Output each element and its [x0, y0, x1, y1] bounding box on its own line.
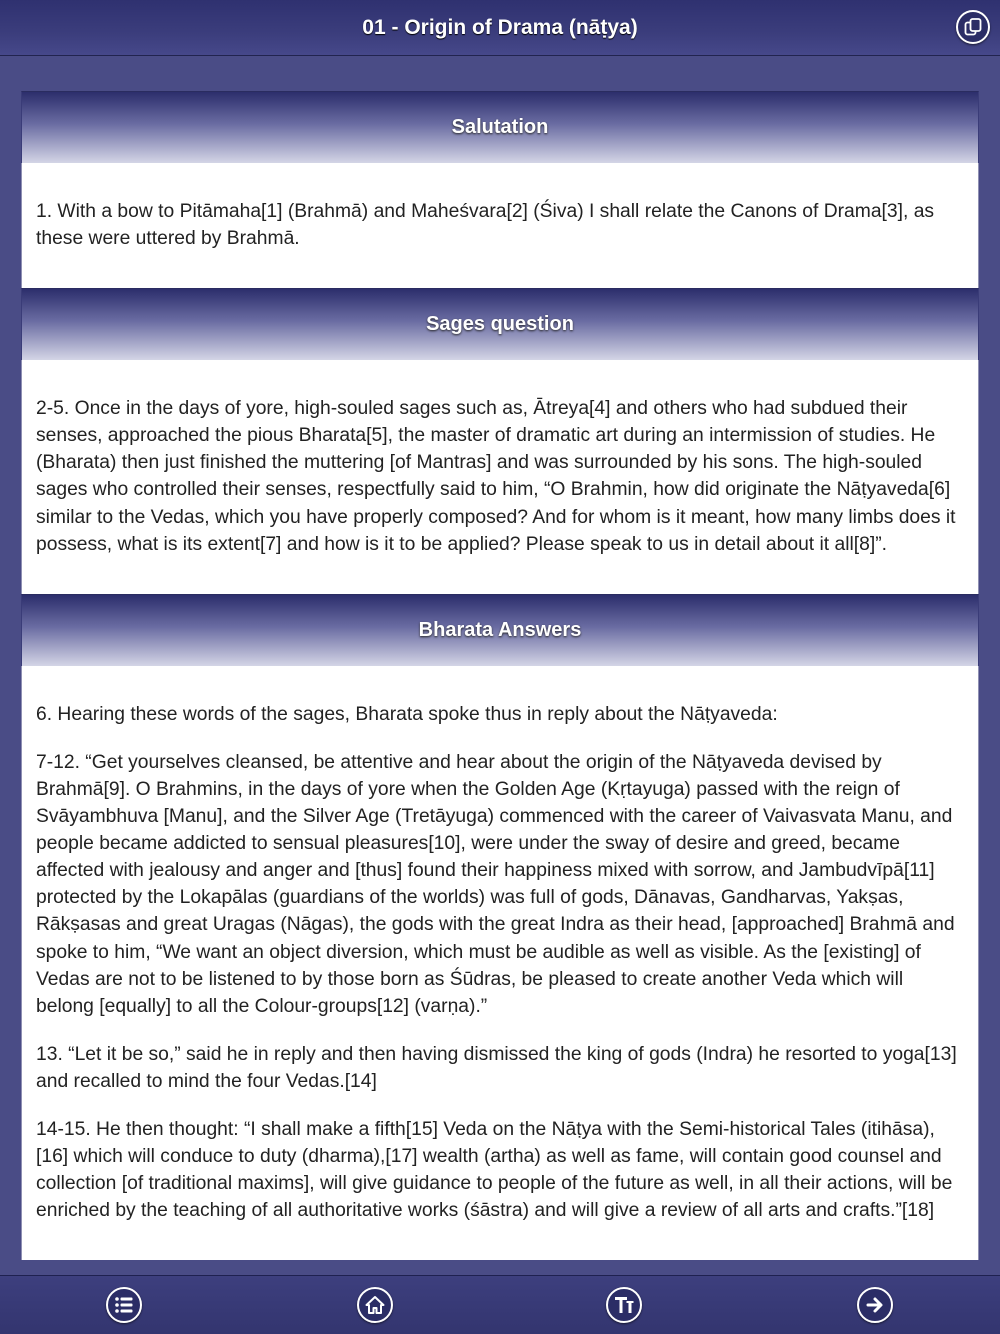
section-heading-label: Bharata Answers: [418, 618, 582, 641]
text-size-button[interactable]: [606, 1287, 642, 1323]
verse-paragraph: 7-12. “Get yourselves cleansed, be attentive and hear about the origin of the Nāṭyaveda devised by Brahmā[9]. O Brahmins, in the days of yore when the Golden Age (Kṛtayuga) passed with the reign of Svāyambhuva [Manu], and the Silver Age (Tretāyuga) commenced with the career of Vaivasvata Manu, and people became addicted to sensual pleasures[10], were under the sway of desire and greed, became affected with jealousy and anger and [thus] found their happiness mixed with sorrow, and Jambudvīpā[11] protected by the Lokapālas (guardians of the worlds) was full of gods, Dānavas, Gandharvas, Yakṣas, Rākṣasas and great Uragas (Nāgas), the gods with the great Indra as their head, [approached] Brahmā and spoke to him, “We want an object diversion, which must be audible as well as visible. As the [existing] of Vedas are not to be listened to by those born as Śūdras, be pleased to create another Veda which will belong [equally] to all the Colour-groups[12] (varṇa).”: [36, 751, 955, 1017]
title-bar: [0, 0, 1000, 56]
next-button[interactable]: [857, 1287, 893, 1323]
section-sages-question: [21, 288, 979, 594]
section-heading: [21, 594, 979, 666]
section-heading-label: Salutation: [451, 116, 549, 138]
section-text: [21, 360, 979, 594]
home-button[interactable]: [357, 1287, 393, 1323]
verse-paragraph: 1. With a bow to Pitāmaha[1] (Brahmā) and Maheśvara[2] (Śiva) I shall relate the Canons of Drama[3], as these were uttered by Brahmā.: [36, 201, 935, 250]
page-title: 01 - Origin of Drama (nāṭya): [362, 15, 638, 39]
section-text: [21, 666, 979, 1261]
text-size-icon: [613, 1294, 635, 1316]
copy-button[interactable]: [956, 10, 990, 44]
section-salutation: [21, 91, 979, 288]
list-icon: [113, 1294, 135, 1316]
section-heading-label: Sages question: [426, 313, 574, 336]
section-text: [21, 163, 979, 288]
bottom-toolbar: [0, 1275, 1000, 1334]
section-heading: [21, 91, 979, 163]
arrow-right-icon: [864, 1294, 886, 1316]
home-icon: [364, 1294, 386, 1316]
verse-paragraph: 6. Hearing these words of the sages, Bharata spoke thus in reply about the Nāṭyaveda:: [36, 703, 778, 725]
verse-paragraph: 2-5. Once in the days of yore, high-souled sages such as, Ātreya[4] and others who had subdued their senses, approached the pious Bharata[5], the master of dramatic art during an intermission of studies. He (Bharata) then just finished the muttering [of Mantras] and was surrounded by his sons. The high-souled sages who controlled their senses, respectfully said to him, “O Brahmin, how did originate the Nāṭyaveda[6] similar to the Vedas, which you have properly composed? And for whom is it meant, how many limbs does it possess, what is its extent[7] and how is it to be applied? Please speak to us in detail about it all[8]”.: [36, 398, 956, 555]
verse-paragraph: 13. “Let it be so,” said he in reply and then having dismissed the king of gods (Indra) he resorted to yoga[13] and recalled to mind the four Vedas.[14]: [36, 1043, 957, 1092]
chapter-content[interactable]: [21, 91, 979, 1275]
copy-icon: [963, 17, 983, 37]
section-heading: [21, 288, 979, 360]
section-bharata-answers: [21, 594, 979, 1261]
contents-button[interactable]: [106, 1287, 142, 1323]
verse-paragraph: 14-15. He then thought: “I shall make a fifth[15] Veda on the Nāṭya with the Semi-historical Tales (itihāsa),[16] which will conduce to duty (dharma),[17] wealth (artha) as well as fame, will contain good counsel and collection [of traditional maxims], will give guidance to people of the future as well, in all their actions, will be enriched by the teaching of all authoritative works (śāstra) and will give a review of all arts and crafts.”[18]: [36, 1118, 953, 1222]
